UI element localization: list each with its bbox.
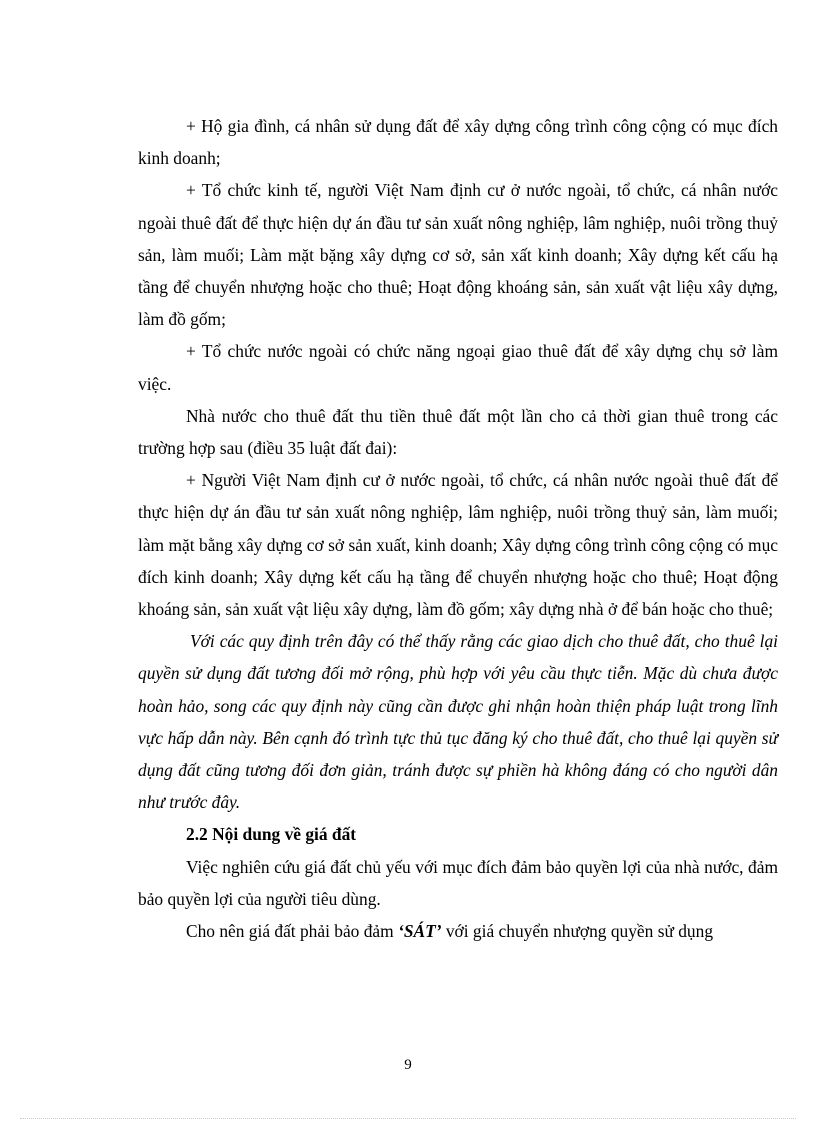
paragraph-household-use: + Hộ gia đình, cá nhân sử dụng đất để xây dựng công trình công cộng có mục đích kinh doanh;	[138, 116, 778, 169]
paragraph-economic-orgs: + Tổ chức kinh tế, người Việt Nam định cư ở nước ngoài, tổ chức, cá nhân nước ngoài thuê đất để thực hiện dự án đầu tư sản xuất nông nghiệp, lâm nghiệp, nuôi trồng thuỷ sản, làm muối; Làm mặt bặng xây dựng cơ sở, sản xất kinh doanh; Xây dựng kết cấu hạ tầng để chuyển nhượng hoặc cho thuê; Hoạt động khoáng sản, sản xuất vật liệu xây dựng, làm đồ gốm;	[138, 180, 778, 330]
page-number: 9	[404, 1057, 412, 1073]
paragraph-commentary-italic: Với các quy định trên đây có thể thấy rằng các giao dịch cho thuê đất, cho thuê lại quyền sử dụng đất tương đối mở rộng, phù hợp với yêu cầu thực tiễn. Mặc dù chưa được hoàn hảo, song các quy định này cũng cần được ghi nhận hoàn thiện pháp luật trong lĩnh vực hấp dẫn này. Bên cạnh đó trình tực thủ tục đăng ký cho thuê đất, cho thuê lại quyền sử dụng đất cũng tương đối đơn giản, tránh được sự phiền hà không đáng có cho người dân như trước đây.	[138, 631, 778, 813]
sat-emphasis: ‘SÁT’	[398, 921, 442, 942]
paragraph-overseas-vietnamese: + Người Việt Nam định cư ở nước ngoài, tổ chức, cá nhân nước ngoài thuê đất để thực hiện dự án đầu tư sản xuất nông nghiệp, lâm nghiệp, nuôi trồng thuỷ sản, làm muối; làm mặt bằng xây dựng cơ sở sản xuất, kinh doanh; Xây dựng công trình công cộng có mục đích kinh doanh; Xây dựng kết cấu hạ tầng để chuyển nhượng hoặc cho thuê; Hoạt động khoáng sản, sản xuất vật liệu xây dựng, làm đồ gốm; xây dựng nhà ở để bán hoặc cho thuê;	[138, 470, 778, 620]
paragraph-one-time-rent: Nhà nước cho thuê đất thu tiền thuê đất một lần cho cả thời gian thuê trong các trường hợp sau (điều 35 luật đất đai):	[138, 405, 778, 459]
page-bottom-divider	[20, 1118, 796, 1119]
paragraph-land-price-purpose: Việc nghiên cứu giá đất chủ yếu với mục đích đảm bảo quyền lợi của nhà nước, đảm bảo quyền lợi của người tiêu dùng.	[138, 856, 778, 909]
page-body	[138, 110, 778, 947]
sat-text-after: với giá chuyển nhượng quyền sử dụng	[441, 921, 714, 942]
section-heading: 2.2 Nội dung về giá đất	[186, 824, 357, 845]
sat-text-before: Cho nên giá đất phải bảo đảm	[186, 921, 399, 942]
paragraph-foreign-diplomatic: + Tổ chức nước ngoài có chức năng ngoại giao thuê đất để xây dựng chụ sở làm việc.	[138, 341, 778, 394]
paragraph-land-price-sat	[138, 915, 778, 947]
